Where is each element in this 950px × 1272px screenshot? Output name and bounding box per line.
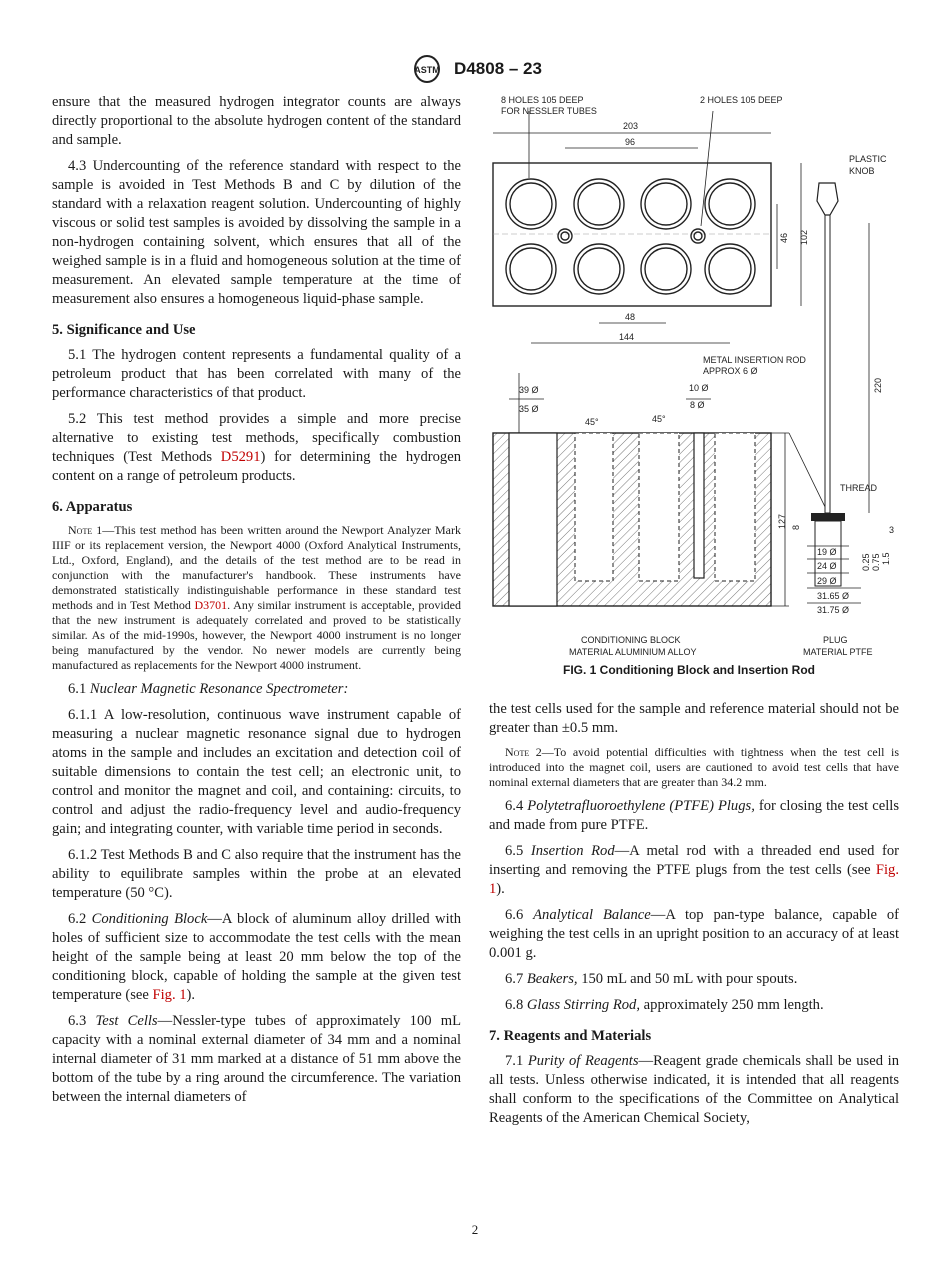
paragraph-6-8: 6.8 Glass Stirring Rod, approximately 250 mm length. [505, 997, 824, 1013]
svg-text:2 HOLES 105 DEEP: 2 HOLES 105 DEEP [700, 95, 783, 105]
paragraph-6-4: 6.4 Polytetrafluoroethylene (PTFE) Plugs, for closing the test cells and made from pure PTFE. [489, 798, 899, 833]
svg-text:45°: 45° [585, 417, 599, 427]
plastic-knob [817, 183, 838, 215]
paragraph-6-5: 6.5 Insertion Rod—A metal rod with a threaded end used for inserting and removing the PTFE plugs from the test cells (see Fig. 1). [489, 843, 899, 897]
block-top-view [493, 163, 771, 306]
svg-text:220: 220 [873, 377, 883, 393]
svg-text:0.75: 0.75 [871, 553, 881, 571]
svg-text:45°: 45° [652, 414, 666, 424]
paragraph-5-2: 5.2 This test method provides a simple and more precise alternative to existing test methods, specifically combustion techniques (Test Methods D5291) for determining the hydrogen content on a range of petroleum products. [52, 411, 461, 484]
section-heading-5: 5. Significance and Use [52, 322, 196, 338]
paragraph-6-1: 6.1 Nuclear Magnetic Resonance Spectrometer: [68, 681, 349, 697]
paragraph-6-3: 6.3 Test Cells—Nessler-type tubes of approximately 100 mL capacity with a nominal external diameter of 34 mm and a nominal internal diameter of 31 mm marked at a distance of 51 mm above the bottom of the tube by a ring around the circumference. The variation between the internal diameters of [52, 1013, 461, 1105]
link-fig1-right[interactable]: Fig. 1 [489, 862, 899, 897]
ptfe-plug [811, 513, 845, 521]
paragraph-6-7: 6.7 Beakers, 150 mL and 50 mL with pour spouts. [505, 971, 798, 987]
svg-text:ASTM: ASTM [414, 65, 440, 75]
page-number: 2 [471, 1222, 479, 1237]
svg-text:KNOB: KNOB [849, 166, 875, 176]
svg-text:29 Ø: 29 Ø [817, 576, 837, 586]
svg-text:METAL INSERTION ROD: METAL INSERTION ROD [703, 355, 806, 365]
link-d3701[interactable]: D3701 [194, 598, 228, 612]
svg-text:127: 127 [777, 513, 787, 529]
svg-text:MATERIAL PTFE: MATERIAL PTFE [803, 647, 873, 657]
link-fig1[interactable]: Fig. 1 [152, 987, 187, 1003]
svg-text:CONDITIONING BLOCK: CONDITIONING BLOCK [581, 635, 681, 645]
svg-text:MATERIAL ALUMINIUM ALLOY: MATERIAL ALUMINIUM ALLOY [569, 647, 697, 657]
paragraph-6-2: 6.2 Conditioning Block—A block of aluminum alloy drilled with holes of sufficient size to accommodate the test cells with the mean height of the sample being at least 20 mm below the top of the conditioning block, capable of holding the sample at the given test temperature (see Fig. 1). [52, 911, 461, 1003]
svg-text:0.25: 0.25 [861, 553, 871, 571]
svg-text:39 Ø: 39 Ø [519, 385, 539, 395]
figure-caption: FIG. 1 Conditioning Block and Insertion Rod [563, 663, 815, 677]
svg-text:8: 8 [791, 524, 801, 530]
astm-logo [408, 55, 446, 83]
svg-text:31.65 Ø: 31.65 Ø [817, 591, 850, 601]
paragraph-continuation: ensure that the measured hydrogen integrator counts are always directly proportional to the absolute hydrogen content of the standard and sample. [52, 94, 461, 148]
svg-text:FOR NESSLER TUBES: FOR NESSLER TUBES [501, 106, 597, 116]
section-heading-6: 6. Apparatus [52, 499, 133, 515]
paragraph-5-1: 5.1 The hydrogen content represents a fundamental quality of a petroleum product that has been correlated with many of the performance characteristics of that product. [52, 347, 461, 401]
svg-text:3: 3 [889, 525, 895, 535]
paragraph-6-1-2: 6.1.2 Test Methods B and C also require that the instrument has the ability to equilibrate samples within the probe at an elevated temperature (50 °C). [52, 847, 461, 901]
svg-text:96: 96 [625, 137, 636, 147]
svg-text:31.75 Ø: 31.75 Ø [817, 605, 850, 615]
svg-text:35 Ø: 35 Ø [519, 404, 539, 414]
svg-text:19 Ø: 19 Ø [817, 547, 837, 557]
svg-text:THREAD: THREAD [840, 483, 878, 493]
standard-designation: D4808 – 23 [454, 59, 542, 78]
figure-1 [489, 93, 899, 683]
note-2: Note 2—To avoid potential difficulties with tightness when the test cell is introduced into the magnet coil, users are cautioned to avoid test cells that have nominal external diameters that are greater than 34.2 mm. [489, 745, 899, 789]
svg-text:46: 46 [779, 232, 789, 243]
paragraph-4-3: 4.3 Undercounting of the reference standard with respect to the sample is avoided in Test Methods B and C by dilution of the standard with a relaxation reagent solution. Undercounting of highly viscous or solid test samples is avoided by dissolving the sample in a non-hydrogen containing solvent, which ensures that all of the weighed sample is in a fluid and homogeneous solution at the time of measurement. An elevated sample temperature at the time of measurement also ensures a homogeneous liquid-phase sample. [52, 158, 461, 307]
paragraph-6-6: 6.6 Analytical Balance—A top pan-type balance, capable of weighing the test cells in an upright position to an accuracy of at least 0.001 g. [489, 907, 899, 961]
paragraph-7-1: 7.1 Purity of Reagents—Reagent grade chemicals shall be used in all tests. Unless otherwise indicated, it is intended that all reagents shall conform to the specifications of the Committee on Analytical Reagents of the American Chemical Society, [489, 1053, 899, 1126]
svg-text:203: 203 [623, 121, 639, 131]
svg-text:144: 144 [619, 332, 635, 342]
paragraph-continuation-right: the test cells used for the sample and reference material should not be greater than ±0.5 mm. [489, 701, 899, 736]
svg-text:10 Ø: 10 Ø [689, 383, 709, 393]
svg-text:102: 102 [799, 229, 809, 245]
svg-text:24 Ø: 24 Ø [817, 561, 837, 571]
svg-text:PLASTIC: PLASTIC [849, 154, 887, 164]
svg-text:PLUG: PLUG [823, 635, 848, 645]
paragraph-6-1-1: 6.1.1 A low-resolution, continuous wave instrument capable of measuring a nuclear magnetic resonance signal due to hydrogen atoms in the sample and includes an excitation and detection coil of suitable dimensions to contain the test cell; an electronic unit, to control and monitor the magnet and coil, and containing: circuits, to control and adjust the radio-frequency level and audio-frequency gain; and integrating counter, with variable time period in seconds. [52, 707, 461, 837]
section-heading-7: 7. Reagents and Materials [489, 1028, 652, 1044]
figure-drawing [489, 93, 899, 663]
svg-text:APPROX 6 Ø: APPROX 6 Ø [703, 366, 758, 376]
note-1: Note 1—This test method has been written around the Newport Analyzer Mark IIIF or its replacement version, the Newport 4000 (Oxford Analytical Instruments, Ltd., Oxford, England), and the details of the test method are to be read in conjunction with the manufacturer's handbook. These instruments have demonstrated statistically indistinguishable performance in these standard test methods and in Test Method D3701. Any similar instrument is acceptable, provided that the new instrument is adequately correlated and proved to be statistically similar. As of the mid-1990s, however, the Newport 4000 instrument is no longer being manufactured by the vendor. No newer models are currently being manufactured as replacements for the Newport 4000 instrument. [52, 523, 461, 672]
svg-text:8 HOLES 105 DEEP: 8 HOLES 105 DEEP [501, 95, 584, 105]
nessler-holes [506, 179, 755, 294]
insertion-rod [825, 213, 830, 513]
link-d5291[interactable]: D5291 [220, 449, 261, 465]
right-column [489, 700, 899, 1135]
svg-text:1.5: 1.5 [881, 552, 891, 565]
left-column [52, 93, 461, 1114]
svg-text:8 Ø: 8 Ø [690, 400, 705, 410]
svg-text:48: 48 [625, 312, 636, 322]
page-header [0, 55, 950, 83]
